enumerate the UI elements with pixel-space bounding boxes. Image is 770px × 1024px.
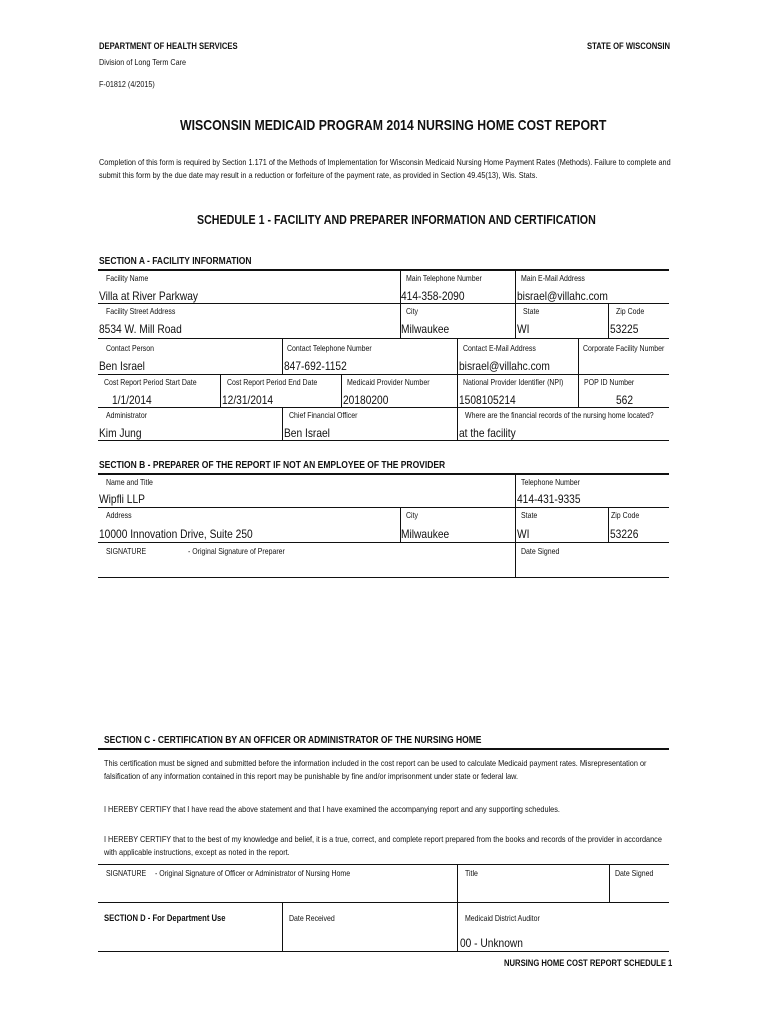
certification-paragraph-2: I HEREBY CERTIFY that I have read the above statement and that I have examined the accompanying report and any supporting schedules. xyxy=(104,804,560,814)
certification-paragraph-1: This certification must be signed and submitted before the information included in the cost report can be used to calculate Medicaid payment rates. Misrepresentation or falsification of any information contained in this report may be punishable by fine and/or imprisonment under state or federal law. xyxy=(104,758,647,781)
preparer-phone-label: Telephone Number xyxy=(521,477,580,487)
officer-date-signed-label: Date Signed xyxy=(615,868,654,878)
preparer-city-label: City xyxy=(406,510,419,520)
preparer-name-label: Name and Title xyxy=(106,477,153,487)
auditor-field[interactable]: 00 - Unknown xyxy=(460,936,523,950)
main-email-field[interactable]: bisrael@villahc.com xyxy=(517,289,608,303)
preparer-name-field[interactable]: Wipfli LLP xyxy=(99,492,145,506)
contact-person-label: Contact Person xyxy=(106,343,155,353)
officer-signature-note: - Original Signature of Officer or Administrator of Nursing Home xyxy=(155,868,351,878)
end-date-label: Cost Report Period End Date xyxy=(227,377,318,387)
city-field[interactable]: Milwaukee xyxy=(401,322,450,336)
section-d-title: SECTION D - For Department Use xyxy=(104,913,226,923)
city-label: City xyxy=(406,306,419,316)
records-location-label: Where are the financial records of the nursing home located? xyxy=(465,410,654,420)
corporate-number-label: Corporate Facility Number xyxy=(583,343,665,353)
department-name: DEPARTMENT OF HEALTH SERVICES xyxy=(99,41,238,51)
pop-id-label: POP ID Number xyxy=(584,377,635,387)
state-field[interactable]: WI xyxy=(517,322,530,336)
pop-id-field[interactable]: 562 xyxy=(616,393,634,407)
preparer-phone-field[interactable]: 414-431-9335 xyxy=(517,492,581,506)
end-date-field[interactable]: 12/31/2014 xyxy=(222,393,274,407)
zip-label: Zip Code xyxy=(616,306,645,316)
preparer-zip-field[interactable]: 53226 xyxy=(610,527,639,541)
preparer-address-field[interactable]: 10000 Innovation Drive, Suite 250 xyxy=(99,527,253,541)
main-email-label: Main E-Mail Address xyxy=(521,273,585,283)
officer-title-label: Title xyxy=(465,868,478,878)
street-field[interactable]: 8534 W. Mill Road xyxy=(99,322,182,336)
cfo-label: Chief Financial Officer xyxy=(289,410,358,420)
npi-label: National Provider Identifier (NPI) xyxy=(463,377,564,387)
administrator-field[interactable]: Kim Jung xyxy=(99,426,142,440)
schedule-title: SCHEDULE 1 - FACILITY AND PREPARER INFORMATION AND CERTIFICATION xyxy=(197,212,596,227)
preparer-signature-note: - Original Signature of Preparer xyxy=(188,546,285,556)
facility-name-label: Facility Name xyxy=(106,273,149,283)
section-a-title: SECTION A - FACILITY INFORMATION xyxy=(99,256,252,267)
contact-person-field[interactable]: Ben Israel xyxy=(99,359,145,373)
cfo-field[interactable]: Ben Israel xyxy=(284,426,330,440)
contact-email-label: Contact E-Mail Address xyxy=(463,343,536,353)
main-phone-label: Main Telephone Number xyxy=(406,273,482,283)
facility-name-field[interactable]: Villa at River Parkway xyxy=(99,289,199,303)
preparer-state-field[interactable]: WI xyxy=(517,527,530,541)
footer-label: NURSING HOME COST REPORT SCHEDULE 1 xyxy=(504,958,673,968)
preparer-state-label: State xyxy=(521,510,538,520)
date-received-label: Date Received xyxy=(289,913,335,923)
preparer-city-field[interactable]: Milwaukee xyxy=(401,527,450,541)
section-c-title: SECTION C - CERTIFICATION BY AN OFFICER OR ADMINISTRATOR OF THE NURSING HOME xyxy=(104,735,482,746)
npi-field[interactable]: 1508105214 xyxy=(459,393,516,407)
start-date-field[interactable]: 1/1/2014 xyxy=(112,393,152,407)
preparer-zip-label: Zip Code xyxy=(611,510,640,520)
street-label: Facility Street Address xyxy=(106,306,176,316)
state-label: STATE OF WISCONSIN xyxy=(587,41,671,51)
provider-number-field[interactable]: 20180200 xyxy=(343,393,389,407)
section-b-title: SECTION B - PREPARER OF THE REPORT IF NOT AN EMPLOYEE OF THE PROVIDER xyxy=(99,460,446,471)
form-number: F-01812 (4/2015) xyxy=(99,79,155,89)
contact-phone-label: Contact Telephone Number xyxy=(287,343,372,353)
provider-number-label: Medicaid Provider Number xyxy=(347,377,430,387)
administrator-label: Administrator xyxy=(106,410,148,420)
auditor-label: Medicaid District Auditor xyxy=(465,913,540,923)
page-title: WISCONSIN MEDICAID PROGRAM 2014 NURSING HOME COST REPORT xyxy=(180,117,607,134)
start-date-label: Cost Report Period Start Date xyxy=(104,377,197,387)
intro-paragraph: Completion of this form is required by Section 1.171 of the Methods of Implementation for Wisconsin Medicaid Nursing Home Payment Rates (Methods). Failure to complete and submit this form by the due date may result in a reduction or forfeiture of the payment rate, as provided in Section 49.45(13), Wis. Stats. xyxy=(99,157,671,180)
preparer-signature-label: SIGNATURE xyxy=(106,546,147,556)
division-name: Division of Long Term Care xyxy=(99,57,187,67)
contact-phone-field[interactable]: 847-692-1152 xyxy=(284,359,347,373)
main-phone-field[interactable]: 414-358-2090 xyxy=(401,289,465,303)
contact-email-field[interactable]: bisrael@villahc.com xyxy=(459,359,550,373)
preparer-address-label: Address xyxy=(106,510,132,520)
officer-signature-label: SIGNATURE xyxy=(106,868,147,878)
preparer-date-signed-label: Date Signed xyxy=(521,546,560,556)
records-location-field[interactable]: at the facility xyxy=(459,426,516,440)
zip-field[interactable]: 53225 xyxy=(610,322,639,336)
certification-paragraph-3: I HEREBY CERTIFY that to the best of my knowledge and belief, it is a true, correct, and complete report prepared from the books and records of the provider in accordance with applicable instructions, except as noted in the report. xyxy=(104,834,662,857)
state-label-a: State xyxy=(523,306,540,316)
